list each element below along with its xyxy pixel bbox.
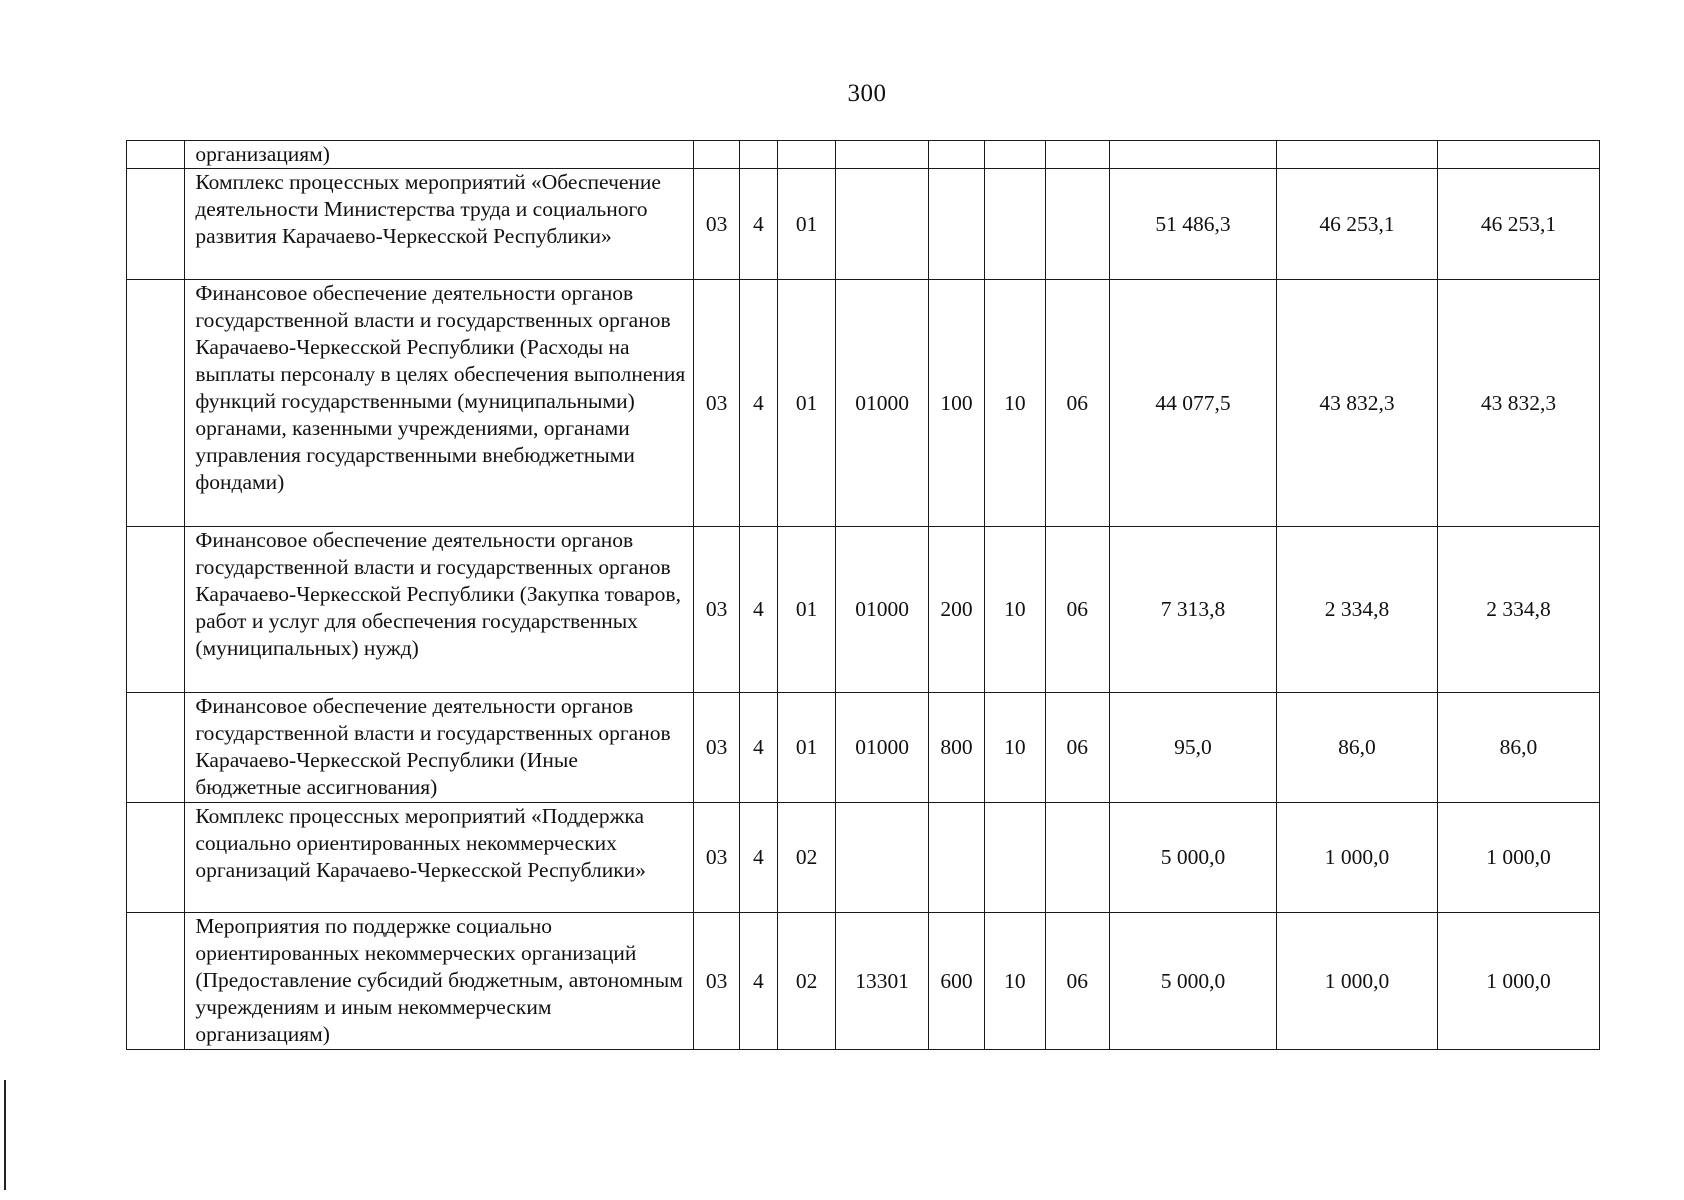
amount-year2-cell: 1 000,0 <box>1276 913 1437 1050</box>
subsection-code-cell: 06 <box>1045 693 1109 803</box>
page-number: 300 <box>847 80 887 107</box>
amount-year3-cell: 1 000,0 <box>1437 803 1599 913</box>
amount-year3-cell: 43 832,3 <box>1437 280 1599 527</box>
direction-code-cell <box>836 803 929 913</box>
table-row <box>127 141 1600 169</box>
amount-year2-cell: 1 000,0 <box>1276 803 1437 913</box>
direction-code-cell: 01000 <box>836 693 929 803</box>
structure-code-cell: 02 <box>777 913 835 1050</box>
description-cell: Мероприятия по поддержке социально ориентированных некоммерческих организаций (Предоставление субсидий бюджетным, автономным учреждениям и иным некоммерческим организациям) <box>185 913 694 1050</box>
section-code-cell: 10 <box>985 913 1045 1050</box>
expense-type-cell: 800 <box>928 693 984 803</box>
subprogram-code-cell: 4 <box>739 169 777 280</box>
amount-year1-cell <box>1109 141 1276 169</box>
section-code-cell <box>985 803 1045 913</box>
description-cell: Финансовое обеспечение деятельности органов государственной власти и государственных органов Карачаево-Черкесской Республики (Расходы на выплаты персоналу в целях обеспечения выполнения функций государственными (муниципальными) органами, казенными учреждениями, органами управления государственными внебюджетными фондами) <box>185 280 694 527</box>
expense-type-cell: 600 <box>928 913 984 1050</box>
subprogram-code-cell: 4 <box>739 803 777 913</box>
amount-year3-cell <box>1437 141 1599 169</box>
subsection-code-cell <box>1045 169 1109 280</box>
budget-table <box>126 140 1600 1050</box>
table-row <box>127 169 1600 280</box>
gp-code-cell: 03 <box>694 803 739 913</box>
subprogram-code-cell: 4 <box>739 693 777 803</box>
expense-type-cell <box>928 803 984 913</box>
subprogram-code-cell: 4 <box>739 527 777 693</box>
expense-type-cell: 100 <box>928 280 984 527</box>
row-number-cell <box>127 141 185 169</box>
amount-year2-cell: 46 253,1 <box>1276 169 1437 280</box>
amount-year1-cell: 5 000,0 <box>1109 803 1276 913</box>
structure-code-cell: 01 <box>777 169 835 280</box>
subsection-code-cell: 06 <box>1045 280 1109 527</box>
row-number-cell <box>127 803 185 913</box>
description-cell: организациям) <box>185 141 694 169</box>
amount-year1-cell: 7 313,8 <box>1109 527 1276 693</box>
subprogram-code-cell <box>739 141 777 169</box>
row-number-cell <box>127 280 185 527</box>
section-code-cell: 10 <box>985 280 1045 527</box>
table-row <box>127 803 1600 913</box>
section-code-cell: 10 <box>985 527 1045 693</box>
subsection-code-cell <box>1045 141 1109 169</box>
amount-year2-cell: 43 832,3 <box>1276 280 1437 527</box>
table-row <box>127 913 1600 1050</box>
table-row <box>127 280 1600 527</box>
gp-code-cell: 03 <box>694 693 739 803</box>
direction-code-cell <box>836 141 929 169</box>
amount-year1-cell: 51 486,3 <box>1109 169 1276 280</box>
structure-code-cell: 02 <box>777 803 835 913</box>
structure-code-cell <box>777 141 835 169</box>
gp-code-cell: 03 <box>694 169 739 280</box>
direction-code-cell: 01000 <box>836 280 929 527</box>
amount-year3-cell: 46 253,1 <box>1437 169 1599 280</box>
structure-code-cell: 01 <box>777 527 835 693</box>
subprogram-code-cell: 4 <box>739 913 777 1050</box>
structure-code-cell: 01 <box>777 693 835 803</box>
direction-code-cell: 13301 <box>836 913 929 1050</box>
section-code-cell <box>985 169 1045 280</box>
subsection-code-cell: 06 <box>1045 913 1109 1050</box>
row-number-cell <box>127 913 185 1050</box>
description-cell: Комплекс процессных мероприятий «Обеспечение деятельности Министерства труда и социального развития Карачаево-Черкесской Республики» <box>185 169 694 280</box>
amount-year1-cell: 5 000,0 <box>1109 913 1276 1050</box>
description-cell: Комплекс процессных мероприятий «Поддержка социально ориентированных некоммерческих организаций Карачаево-Черкесской Республики» <box>185 803 694 913</box>
section-code-cell: 10 <box>985 693 1045 803</box>
expense-type-cell <box>928 141 984 169</box>
amount-year2-cell: 2 334,8 <box>1276 527 1437 693</box>
direction-code-cell <box>836 169 929 280</box>
direction-code-cell: 01000 <box>836 527 929 693</box>
row-number-cell <box>127 527 185 693</box>
gp-code-cell: 03 <box>694 527 739 693</box>
scan-margin-mark <box>4 1080 6 1190</box>
amount-year3-cell: 86,0 <box>1437 693 1599 803</box>
subsection-code-cell: 06 <box>1045 527 1109 693</box>
table-row <box>127 693 1600 803</box>
table-body <box>127 141 1600 1050</box>
amount-year2-cell: 86,0 <box>1276 693 1437 803</box>
structure-code-cell: 01 <box>777 280 835 527</box>
section-code-cell <box>985 141 1045 169</box>
gp-code-cell: 03 <box>694 280 739 527</box>
amount-year2-cell <box>1276 141 1437 169</box>
amount-year1-cell: 95,0 <box>1109 693 1276 803</box>
gp-code-cell: 03 <box>694 913 739 1050</box>
row-number-cell <box>127 169 185 280</box>
description-cell: Финансовое обеспечение деятельности органов государственной власти и государственных органов Карачаево-Черкесской Республики (Иные бюджетные ассигнования) <box>185 693 694 803</box>
amount-year1-cell: 44 077,5 <box>1109 280 1276 527</box>
subsection-code-cell <box>1045 803 1109 913</box>
gp-code-cell <box>694 141 739 169</box>
expense-type-cell <box>928 169 984 280</box>
description-cell: Финансовое обеспечение деятельности органов государственной власти и государственных органов Карачаево-Черкесской Республики (Закупка товаров, работ и услуг для обеспечения государственных (муниципальных) нужд) <box>185 527 694 693</box>
amount-year3-cell: 2 334,8 <box>1437 527 1599 693</box>
expense-type-cell: 200 <box>928 527 984 693</box>
subprogram-code-cell: 4 <box>739 280 777 527</box>
table-row <box>127 527 1600 693</box>
row-number-cell <box>127 693 185 803</box>
amount-year3-cell: 1 000,0 <box>1437 913 1599 1050</box>
